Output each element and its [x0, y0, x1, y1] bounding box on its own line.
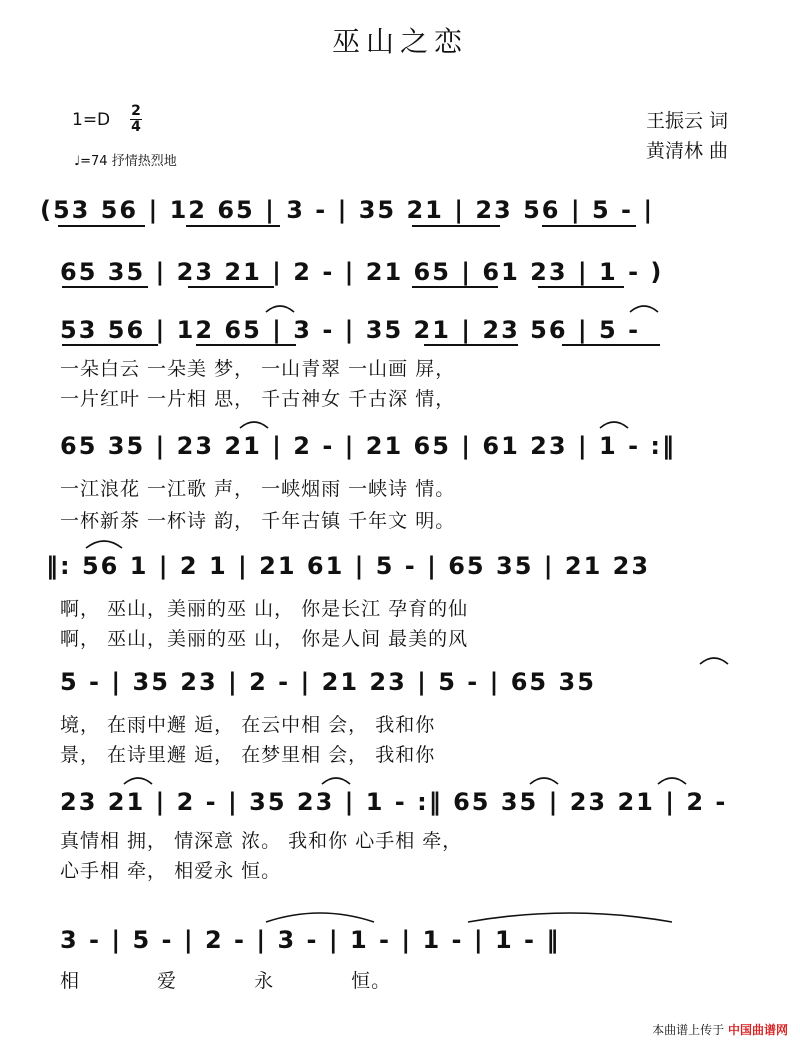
time-signature-top: 2: [131, 103, 141, 119]
lyrics-row-6-verse-1: 境， 在雨中邂 逅， 在云中相 会， 我和你: [60, 714, 436, 736]
notation-row-8: 3 - | 5 - | 2 - | 3 - | 1 - | 1 - | 1 - ‖: [60, 926, 561, 954]
slur-marks: [86, 306, 728, 922]
lyrics-row-5-verse-1: 啊， 巫山，美丽的巫 山， 你是长江 孕育的仙: [60, 598, 469, 620]
lyrics-row-6-verse-2: 景， 在诗里邂 逅， 在梦里相 会， 我和你: [60, 744, 436, 766]
time-signature-bottom: 4: [131, 119, 141, 135]
footer-brand[interactable]: 中国曲谱网: [727, 1023, 788, 1037]
notation-row-3: 53 56 | 12 65 | 3 - | 35 21 | 23 56 | 5 -: [60, 316, 641, 344]
notation-row-7: 23 21 | 2 - | 35 23 | 1 - :‖ 65 35 | 23 21 | 2 -: [60, 788, 728, 816]
lyrics-row-3-verse-1: 一朵白云 一朵美 梦， 一山青翠 一山画 屏，: [60, 358, 456, 380]
lyrics-row-4-verse-2: 一杯新茶 一杯诗 韵， 千年古镇 千年文 明。: [60, 510, 456, 532]
key-signature: 1=D: [72, 110, 111, 130]
lyrics-row-7-verse-2: 心手相 牵， 相爱永 恒。: [60, 860, 282, 882]
song-title: 巫山之恋: [331, 25, 468, 58]
lyrics-row-4-verse-1: 一江浪花 一江歌 声， 一峡烟雨 一峡诗 情。: [60, 478, 456, 500]
lyrics-row-7-verse-1: 真情相 拥， 情深意 浓。 我和你 心手相 牵，: [60, 830, 463, 852]
lyrics-row-3-verse-2: 一片红叶 一片相 思， 千古神女 千古深 情，: [60, 388, 456, 410]
lyrics-row-5-verse-2: 啊， 巫山，美丽的巫 山， 你是人间 最美的风: [60, 628, 469, 650]
composer: 黄清林 曲: [646, 140, 729, 162]
notation-row-1: (53 56 | 12 65 | 3 - | 35 21 | 23 56 | 5 - |: [40, 196, 655, 224]
footer-text: 本曲谱上传于: [652, 1023, 725, 1037]
notation-row-6: 5 - | 35 23 | 2 - | 21 23 | 5 - | 65 35: [60, 668, 596, 696]
notation-row-2: 65 35 | 23 21 | 2 - | 21 65 | 61 23 | 1 - ): [60, 258, 664, 286]
footer-credit: [652, 1021, 788, 1038]
beam-lines: [58, 226, 660, 345]
notation-row-4: 65 35 | 23 21 | 2 - | 21 65 | 61 23 | 1 - :‖: [60, 432, 676, 460]
lyrics-row-8: 相 爱 永 恒。: [60, 970, 392, 992]
lyricist: 王振云 词: [646, 110, 729, 132]
notation-row-5: ‖: 56 1 | 2 1 | 21 61 | 5 - | 65 35 | 21 23: [46, 552, 651, 580]
tempo-marking: ♩=74 抒情热烈地: [74, 154, 177, 169]
